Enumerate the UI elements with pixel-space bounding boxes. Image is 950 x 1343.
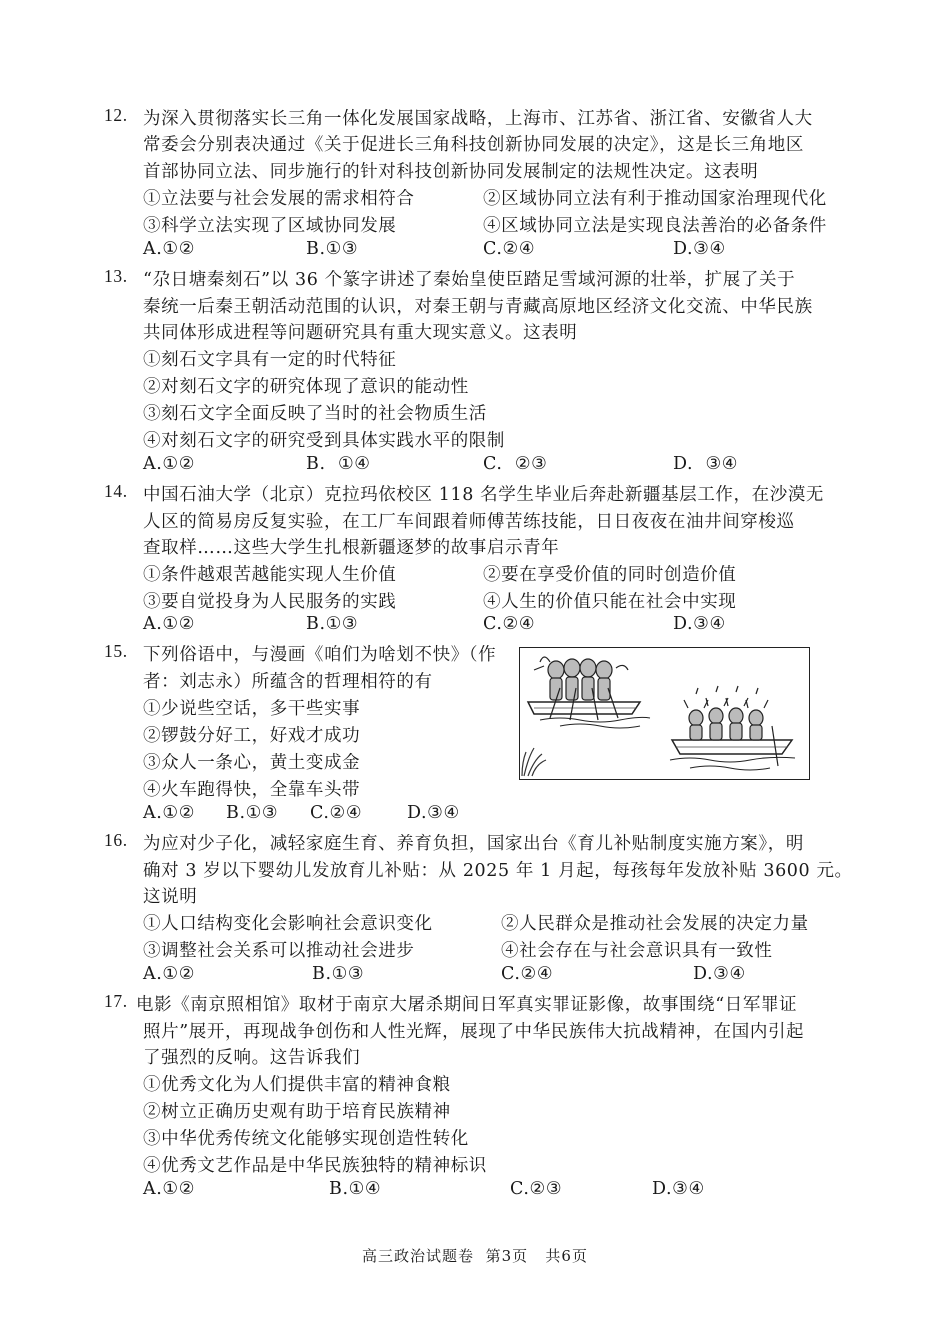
question-line: 者：刘志永）所蕴含的哲理相符的有 <box>143 672 433 692</box>
statement: ③中华优秀传统文化能够实现创造性转化 <box>143 1129 469 1149</box>
statement: ②锣鼓分好工，好戏才成功 <box>143 726 361 746</box>
option: C. ②③ <box>483 454 548 474</box>
page-footer: 高三政治试题卷 第3页 共6页 <box>362 1247 588 1265</box>
option: D.③④ <box>407 803 460 823</box>
statement: ②要在享受价值的同时创造价值 <box>483 565 737 585</box>
statement: ②区域协同立法有利于推动国家治理现代化 <box>483 189 827 209</box>
question-line: 这说明 <box>143 887 198 907</box>
statement: ④社会存在与社会意识具有一致性 <box>501 941 773 961</box>
question-line: 照片”展开，再现战争创伤和人性光辉，展现了中华民族伟大抗战精神，在国内引起 <box>143 1022 805 1042</box>
option: B.①③ <box>306 239 359 259</box>
statement: ④优秀文艺作品是中华民族独特的精神标识 <box>143 1156 487 1176</box>
question-line: 中国石油大学（北京）克拉玛依校区 118 名学生毕业后奔赴新疆基层工作，在沙漠无 <box>143 485 825 505</box>
statement: ②树立正确历史观有助于培育民族精神 <box>143 1102 451 1122</box>
question-line: 为深入贯彻落实长三角一体化发展国家战略，上海市、江苏省、浙江省、安徽省人大 <box>143 109 813 129</box>
statement: ④对刻石文字的研究受到具体实践水平的限制 <box>143 431 505 451</box>
question-line: 为应对少子化，减轻家庭生育、养育负担，国家出台《育儿补贴制度实施方案》，明 <box>143 834 804 854</box>
question-line: 电影《南京照相馆》取材于南京大屠杀期间日军真实罪证影像，故事围绕“日军罪证 <box>136 995 798 1015</box>
statement: ②对刻石文字的研究体现了意识的能动性 <box>143 377 469 397</box>
question-line: 查取样……这些大学生扎根新疆逐梦的故事启示青年 <box>143 538 560 558</box>
question-number: 16. <box>104 830 128 850</box>
option: B.①④ <box>329 1179 382 1199</box>
statement: ①优秀文化为人们提供丰富的精神食粮 <box>143 1075 451 1095</box>
option: B. ①④ <box>306 454 371 474</box>
option: B.①③ <box>306 614 359 634</box>
option: A.①② <box>143 239 195 259</box>
question-line: “尕日塘秦刻石”以 36 个篆字讲述了秦始皇使臣踏足雪域河源的壮举，扩展了关于 <box>143 270 796 290</box>
statement: ②人民群众是推动社会发展的决定力量 <box>501 914 809 934</box>
statement: ③科学立法实现了区域协同发展 <box>143 216 397 236</box>
question-line: 下列俗语中，与漫画《咱们为啥划不快》（作 <box>143 645 497 665</box>
option: C.②③ <box>510 1179 563 1199</box>
cartoon-illustration <box>519 647 810 780</box>
option: C.②④ <box>483 614 536 634</box>
option: A.①② <box>143 803 195 823</box>
statement: ③要自觉投身为人民服务的实践 <box>143 592 397 612</box>
option: B.①③ <box>312 964 365 984</box>
option: A.①② <box>143 1179 195 1199</box>
statement: ①人口结构变化会影响社会意识变化 <box>143 914 433 934</box>
option: D.③④ <box>693 964 746 984</box>
question-line: 首部协同立法、同步施行的针对科技创新协同发展制定的法规性决定。这表明 <box>143 162 759 182</box>
statement: ④人生的价值只能在社会中实现 <box>483 592 737 612</box>
option: D.③④ <box>652 1179 705 1199</box>
option: D.③④ <box>673 239 726 259</box>
option: C.②④ <box>310 803 363 823</box>
question-line: 了强烈的反响。这告诉我们 <box>143 1048 361 1068</box>
question-line: 确对 3 岁以下婴幼儿发放育儿补贴：从 2025 年 1 月起，每孩每年发放补贴 3600 元。 <box>143 861 853 881</box>
question-line: 常委会分别表决通过《关于促进长三角科技创新协同发展的决定》，这是长三角地区 <box>143 135 804 155</box>
question-number: 15. <box>104 641 128 661</box>
question-number: 12. <box>104 105 128 125</box>
statement: ③刻石文字全面反映了当时的社会物质生活 <box>143 404 487 424</box>
statement: ①刻石文字具有一定的时代特征 <box>143 350 397 370</box>
cartoon-drawing <box>520 648 808 778</box>
option: A.①② <box>143 454 195 474</box>
statement: ③调整社会关系可以推动社会进步 <box>143 941 415 961</box>
statement: ④火车跑得快，全靠车头带 <box>143 780 361 800</box>
question-line: 人区的简易房反复实验，在工厂车间跟着师傅苦练技能，日日夜夜在油井间穿梭巡 <box>143 512 795 532</box>
option: A.①② <box>143 964 195 984</box>
statement: ①条件越艰苦越能实现人生价值 <box>143 565 397 585</box>
statement: ④区域协同立法是实现良法善治的必备条件 <box>483 216 827 236</box>
option: C.②④ <box>483 239 536 259</box>
statement: ①少说些空话，多干些实事 <box>143 699 361 719</box>
option: C.②④ <box>501 964 554 984</box>
option: D. ③④ <box>673 454 739 474</box>
question-line: 共同体形成进程等问题研究具有重大现实意义。这表明 <box>143 323 578 343</box>
question-number: 17. <box>104 991 128 1011</box>
option: B.①③ <box>226 803 279 823</box>
statement: ①立法要与社会发展的需求相符合 <box>143 189 415 209</box>
statement: ③众人一条心，黄土变成金 <box>143 753 361 773</box>
option: A.①② <box>143 614 195 634</box>
question-number: 14. <box>104 481 128 501</box>
option: D.③④ <box>673 614 726 634</box>
question-number: 13. <box>104 266 128 286</box>
question-line: 秦统一后秦王朝活动范围的认识，对秦王朝与青藏高原地区经济文化交流、中华民族 <box>143 297 813 317</box>
